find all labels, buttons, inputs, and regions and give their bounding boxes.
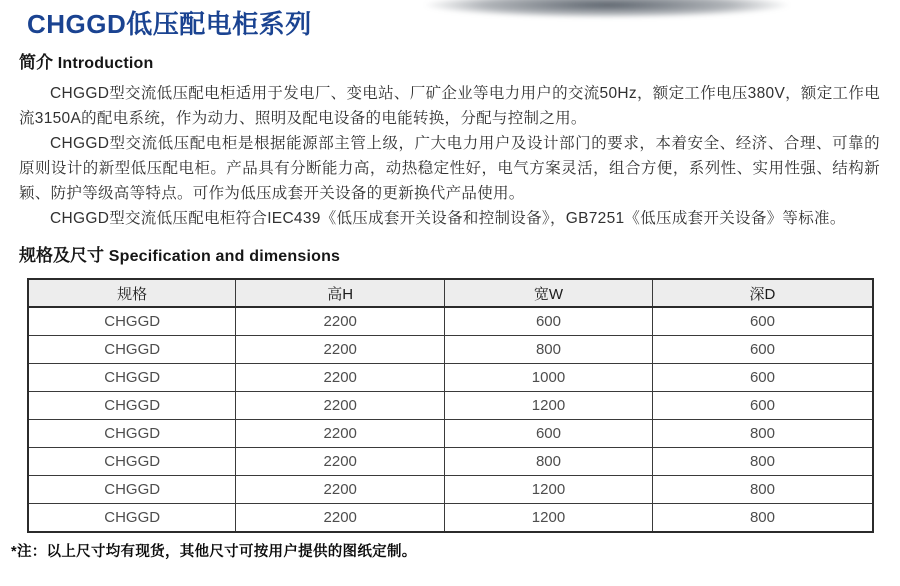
table-cell: CHGGD [28, 448, 236, 476]
intro-paragraph-3: CHGGD型交流低压配电柜符合IEC439《低压成套开关设备和控制设备》，GB7251《低压成套开关设备》等标准。 [50, 210, 846, 227]
table-cell: CHGGD [28, 504, 236, 533]
table-cell: CHGGD [28, 476, 236, 504]
table-cell: 600 [445, 307, 653, 336]
table-cell: 800 [652, 448, 873, 476]
intro-text [19, 81, 880, 231]
table-row [28, 392, 873, 420]
footnote: *注：以上尺寸均有现货，其他尺寸可按用户提供的图纸定制。 [11, 544, 417, 560]
table-cell: 800 [652, 504, 873, 533]
table-cell: CHGGD [28, 392, 236, 420]
table-cell: CHGGD [28, 420, 236, 448]
table-cell: 600 [445, 420, 653, 448]
catalog-page [0, 9, 900, 586]
table-cell: 800 [652, 476, 873, 504]
table-cell: 2200 [236, 307, 445, 336]
spec-column-header: 规格 [28, 279, 236, 307]
spec-section-heading [19, 245, 900, 268]
table-cell: 800 [445, 448, 653, 476]
table-row [28, 307, 873, 336]
spec-table [27, 278, 874, 533]
table-cell: 800 [652, 420, 873, 448]
table-row [28, 420, 873, 448]
intro-heading-en: Introduction [57, 55, 154, 72]
table-cell: 2200 [236, 504, 445, 533]
table-cell: 1200 [445, 392, 653, 420]
table-cell: 1000 [445, 364, 653, 392]
spec-heading-en: Specification and dimensions [108, 248, 341, 265]
table-cell: 1200 [445, 504, 653, 533]
spec-column-header: 高H [236, 279, 445, 307]
spec-heading-zh: 规格及尺寸 [19, 246, 104, 265]
table-cell: 600 [652, 364, 873, 392]
table-cell: 2200 [236, 448, 445, 476]
table-cell: 2200 [236, 336, 445, 364]
spec-table-header-row [28, 279, 873, 307]
spec-column-header: 宽W [445, 279, 653, 307]
table-cell: 2200 [236, 476, 445, 504]
table-cell: 2200 [236, 364, 445, 392]
table-cell: CHGGD [28, 364, 236, 392]
table-row [28, 364, 873, 392]
table-row [28, 504, 873, 533]
page-title: CHGGD低压配电柜系列 [27, 9, 312, 39]
table-row [28, 476, 873, 504]
table-cell: 800 [445, 336, 653, 364]
intro-heading-zh: 简介 [19, 53, 53, 72]
table-cell: 600 [652, 307, 873, 336]
intro-paragraph-1: CHGGD型交流低压配电柜适用于发电厂、变电站、厂矿企业等电力用户的交流50Hz，额定工作电压380V，额定工作电流3150A的配电系统，作为动力、照明及配电设备的电能转换，分配与控制之用。 [19, 85, 880, 127]
intro-paragraph-2: CHGGD型交流低压配电柜是根据能源部主管上级，广大电力用户及设计部门的要求，本着安全、经济、合理、可靠的原则设计的新型低压配电柜。产品具有分断能力高，动热稳定性好，电气方案灵活，组合方便，系列性、实用性强、结构新颖、防护等级高等特点。可作为低压成套开关设备的更新换代产品使用。 [19, 135, 880, 202]
spec-table-body [28, 307, 873, 532]
spec-table-header [28, 279, 873, 307]
intro-section-heading [19, 52, 900, 75]
spec-column-header: 深D [652, 279, 873, 307]
table-row [28, 336, 873, 364]
table-cell: 600 [652, 392, 873, 420]
table-cell: 1200 [445, 476, 653, 504]
table-cell: 600 [652, 336, 873, 364]
table-cell: CHGGD [28, 336, 236, 364]
table-cell: 2200 [236, 392, 445, 420]
table-row [28, 448, 873, 476]
table-cell: 2200 [236, 420, 445, 448]
table-cell: CHGGD [28, 307, 236, 336]
